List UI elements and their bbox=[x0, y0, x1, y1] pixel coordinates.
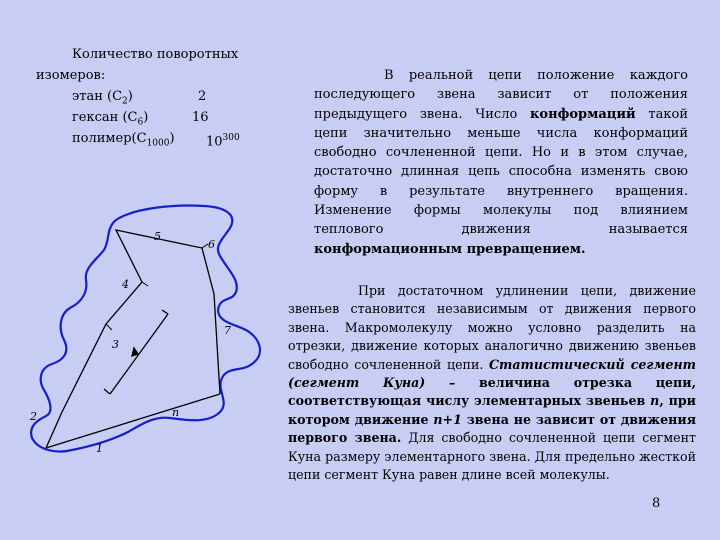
isomer-value: 2 bbox=[198, 89, 207, 104]
isomer-row-ethane: этан $(C_2)$ 2 bbox=[36, 86, 266, 107]
link-label-n: n bbox=[172, 406, 180, 419]
page-number: 8 bbox=[652, 496, 661, 511]
link-label-1: 1 bbox=[96, 442, 103, 455]
term-kuhn-segment: Статистический сегмент (сегмент Куна) bbox=[288, 356, 696, 391]
link-label-7: 7 bbox=[224, 324, 231, 337]
isomer-heading-line2: изомеров: bbox=[36, 68, 106, 83]
link-label-3: 3 bbox=[112, 338, 119, 351]
isomer-row-hexane: гексан $(C_6)$ 16 bbox=[36, 107, 266, 128]
link-label-2: 2 bbox=[30, 410, 37, 423]
link-label-5: 5 bbox=[154, 230, 161, 243]
isomer-value: 16 bbox=[192, 110, 209, 125]
link-label-4: 4 bbox=[122, 278, 129, 291]
conformation-paragraph: В реальной цепи положение каждого последующего звена зависит от положения предыдущего звена. Число конформаций такой цепи значительно меньше числа конформаций свободно сочлененной цепи. Но и в этом случае, достаточно длинная цепь способна изменять свою форму в результате внутреннего вращения. Изменение формы молекулы под влиянием теплового движения называется конформационным превращением. bbox=[314, 68, 688, 257]
isomer-count-block bbox=[36, 44, 266, 149]
link-label-6: 6 bbox=[208, 238, 215, 251]
chain-links bbox=[46, 230, 220, 448]
isomer-heading-line1: Количество поворотных bbox=[72, 47, 239, 62]
polymer-chain-diagram bbox=[24, 184, 274, 474]
kuhn-segment-paragraph: При достаточном удлинении цепи, движение звеньев становится независимым от движения первого звена. Макромолекулу можно условно разделить на отрезки, движение которых аналогично движению звеньев свободно сочлененной цепи. Статистический сегмент (сегмент Куна) – величина отрезка цепи, соответствующая числу элементарных звеньев n, при котором движение n+1 звена не зависит от движения первого звена. Для свободно сочлененной цепи сегмент Куна размеру элементарного звена. Для предельно жесткой цепи сегмент Куна равен длине всей молекулы. bbox=[288, 283, 697, 483]
term-conformations: конформаций bbox=[530, 106, 636, 122]
isomer-value: $10^{300}$ bbox=[206, 133, 240, 150]
term-conformational-transformation: конформационным превращением. bbox=[314, 241, 586, 257]
isomer-row-polymer: $полимер(C_{1000})$ $10^{300}$ bbox=[36, 128, 266, 149]
